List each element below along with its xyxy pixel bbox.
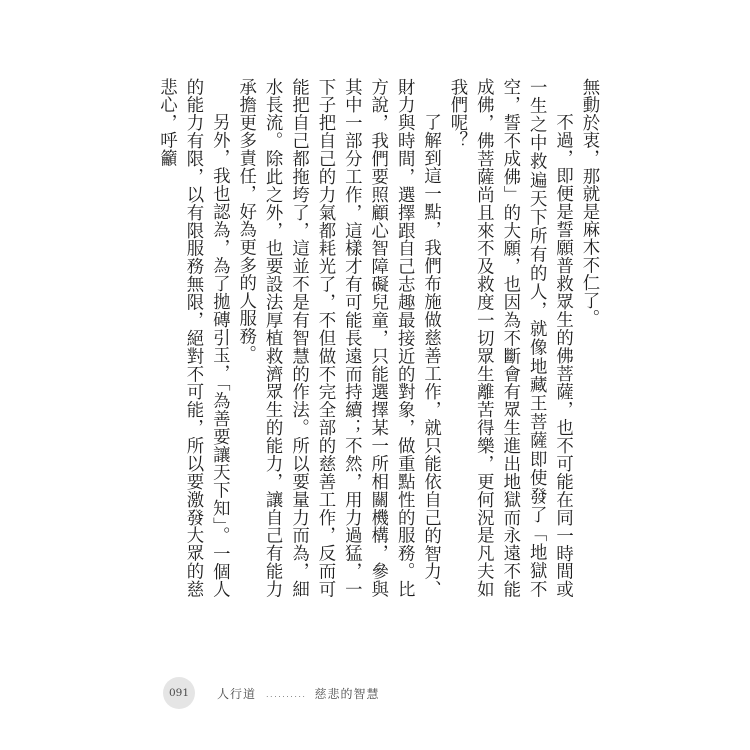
paragraph-2: 不過，即便是誓願普救眾生的佛菩薩，也不可能在同一時間或一生之中救遍天下所有的人，就像地藏王菩薩即使發了「地獄不空，誓不成佛」的大願，也因為不斷會有眾生進出地獄而永遠不能成佛，佛菩薩尚且來不及救度一切眾生離苦得樂，更何況是凡夫如我們呢？	[446, 78, 573, 598]
dotted-leader: ..........	[266, 689, 307, 699]
paragraph-1: 無動於衷，那就是麻木不仁了。	[579, 78, 599, 328]
paragraph-4: 另外，我也認為，為了拋磚引玉，「為善要讓天下知」。一個人的能力有限，以有限服務無限，絕對不可能，所以要激發大眾的慈悲心，呼籲	[156, 78, 230, 598]
running-head-chapter-title: 慈悲的智慧	[314, 686, 380, 701]
page-footer	[163, 677, 379, 709]
paragraph-3: 了解到這一點，我們布施做慈善工作，就只能依自己的智力、財力與時間，選擇跟自己志趣最接近的對象，做重點性的服務。比方說，我們要照顧心智障礙兒童，只能選擇某一所相關機構，參與其中一部分工作，這樣才有可能長遠而持續；不然，用力過猛，一下子把自己的力氣都耗光了，不但做不完全部的慈善工作，反而可能把自己都拖垮了，這並不是有智慧的作法。所以要量力而為，細水長流。除此之外，也要設法厚植救濟眾生的能力，讓自己有能力承擔更多責任，好為更多的人服務。	[235, 78, 441, 598]
page-number: 091	[163, 677, 195, 709]
body-text	[153, 78, 602, 598]
running-head-book-title: 人行道	[217, 686, 257, 701]
